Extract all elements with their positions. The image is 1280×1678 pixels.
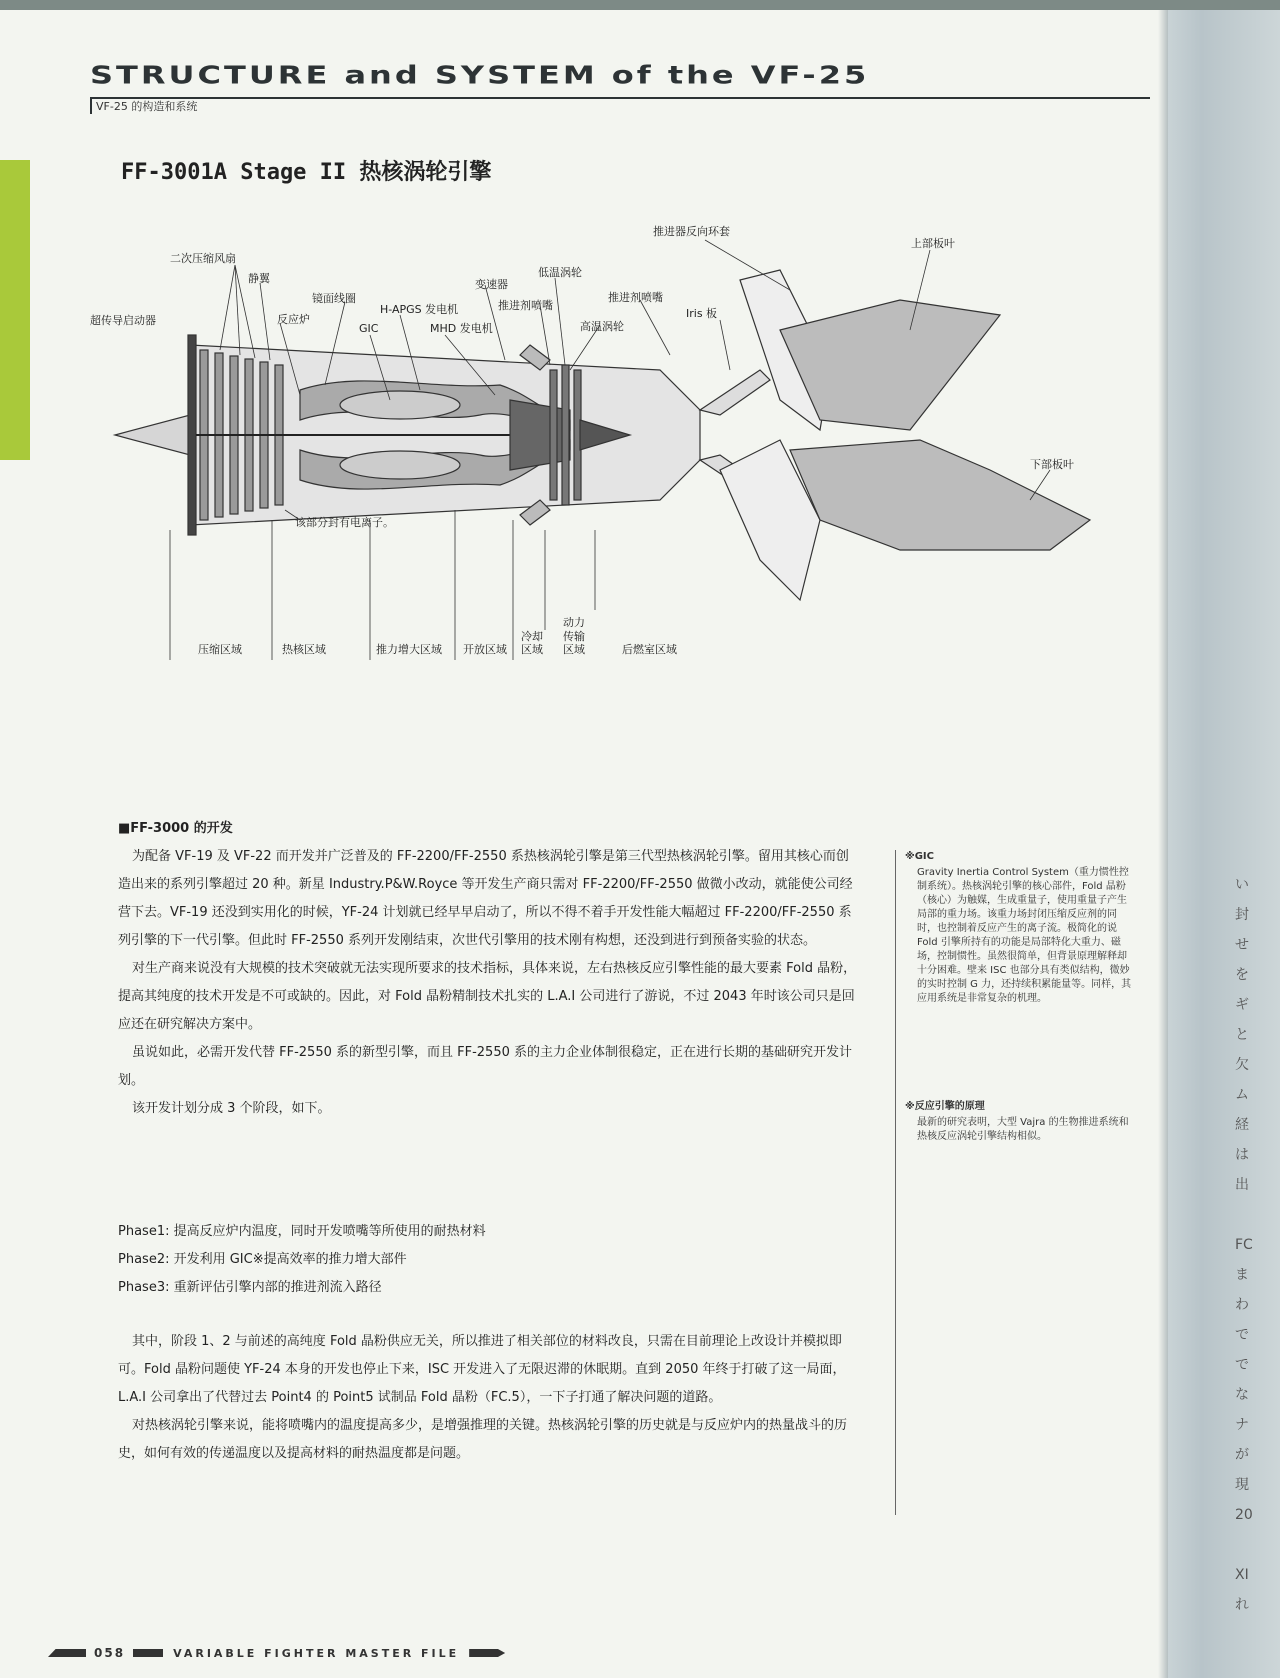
- turbine-stages: [550, 365, 581, 505]
- label-iris-plate: Iris 板: [686, 307, 718, 320]
- footer-bar-right: [469, 1649, 505, 1657]
- facing-char: で: [1235, 1357, 1249, 1373]
- note-gic: [905, 850, 1135, 1006]
- label-hapgs-generator: H-APGS 发电机: [380, 303, 459, 316]
- note-gic-body: Gravity Inertia Control System（重力惯性控制系统）。热核涡轮引擎的核心部件，Fold 晶粉（核心）为触媒，生成重量子，使用重量子产生局部的重力场。该重力场封闭压缩反应剂的同时，也控制着反应产生的离子流。极简化的说 Fold 引擎所持有的功能是局部特化大重力、磁场，控制惯性。虽然很简单，但背景原理解释却十分困难。壁来 ISC 也部分具有类似结构，微妙的实时控制 G 力，还持续积累能量等。同样，其应用系统是非常复杂的机理。: [917, 867, 1132, 1004]
- zone-power-line2: 传输: [563, 630, 585, 643]
- paragraph-4: 该开发计划分成 3 个阶段，如下。: [132, 1101, 331, 1116]
- note-reactor: [905, 1100, 1135, 1144]
- facing-char: と: [1235, 1027, 1249, 1043]
- note-reactor-title: ※反应引擎的原理: [905, 1101, 985, 1112]
- facing-char: 20: [1235, 1507, 1253, 1523]
- footer-bar-left: [48, 1649, 86, 1657]
- label-secondary-fan: 二次压缩风扇: [170, 252, 236, 265]
- paragraph-1: 为配备 VF-19 及 VF-22 而开发并广泛普及的 FF-2200/FF-2550 系热核涡轮引擎是第三代型热核涡轮引擎。留用其核心而创造出来的系列引擎超过 20 种。新星 Industry.P&W.Royce 等开发生产商只需对 FF-2200/FF-2550 做微小改动，就能使公司经营下去。VF-19 还没到实用化的时候，YF-24 计划就已经早早启动了，所以不得不着手开发性能大幅超过 FF-2200/FF-2550 系列引擎的下一代引擎。但此时 FF-2550 系列开发刚结束，次世代引擎用的技术刚有构想，还没到进行到预备实验的状态。: [118, 849, 853, 948]
- zone-afterburner: 后燃室区域: [622, 643, 677, 656]
- zone-release: 开放区域: [463, 643, 507, 656]
- iris-upper: [700, 370, 770, 415]
- paragraph-5: 其中，阶段 1、2 与前述的高纯度 Fold 晶粉供应无关，所以推进了相关部位的材料改良，只需在目前理论上改设计并模拟即可。Fold 晶粉问题使 YF-24 本身的开发也停止下来，ISC 开发进入了无限迟滞的休眠期。直到 2050 年终于打破了这一局面，L.A.I 公司拿出了代替过去 Point4 的 Point5 试制品 Fold 晶粉（FC.5），一下子打通了解决问题的道路。: [118, 1334, 846, 1405]
- article-heading: ■FF-3000 的开发: [118, 821, 233, 836]
- main-article: [118, 815, 858, 1123]
- facing-char: ム: [1235, 1087, 1249, 1103]
- label-transmission: 变速器: [475, 278, 508, 291]
- label-mhd-generator: MHD 发电机: [430, 322, 493, 335]
- paragraph-6: 对热核涡轮引擎来说，能将喷嘴内的温度提高多少，是增强推理的关键。热核涡轮引擎的历史就是与反应炉内的热量战斗的历史，如何有效的传递温度以及提高材料的耐热温度都是问题。: [118, 1418, 848, 1461]
- facing-char: [1235, 1200, 1255, 1230]
- facing-char: [1235, 1530, 1255, 1560]
- lower-flap: [790, 440, 1090, 550]
- zone-power-line3: 区域: [563, 643, 585, 656]
- facing-char: ナ: [1235, 1417, 1249, 1433]
- top-edge-bar: [0, 0, 1280, 10]
- label-low-temp-turbine: 低温涡轮: [538, 266, 582, 279]
- label-mirror-coil: 镜面线圈: [312, 292, 356, 305]
- facing-char: ギ: [1235, 997, 1249, 1013]
- note-reactor-body: 最新的研究表明，大型 Vajra 的生物推进系统和热核反应涡轮引擎结构相似。: [917, 1117, 1129, 1142]
- facing-char: い: [1235, 877, 1249, 893]
- facing-char: が: [1235, 1447, 1249, 1463]
- header-rule: [90, 97, 1150, 99]
- facing-char: を: [1235, 967, 1249, 983]
- phase-2: Phase2: 开发利用 GIC※提高效率的推力增大部件: [118, 1252, 407, 1267]
- footer-bar-mid: [133, 1649, 163, 1657]
- label-upper-flap: 上部板叶: [911, 237, 955, 250]
- fan-frame: [188, 335, 196, 535]
- facing-page-text: [1235, 870, 1255, 1620]
- label-high-temp-turbine: 高温涡轮: [580, 320, 624, 333]
- facing-char: 経: [1235, 1117, 1249, 1133]
- paragraph-2: 对生产商来说没有大规模的技术突破就无法实现所要求的技术指标，具体来说，左右热核反应引擎性能的最大要素 Fold 晶粉，提高其纯度的技术开发是不可或缺的。因此，对 Fold 晶粉精制技术扎实的 L.A.I 公司进行了游说，不过 2043 年时该公司只是回应还在研究解决方案中。: [118, 961, 857, 1032]
- page-number: 058: [94, 1646, 126, 1660]
- facing-char: は: [1235, 1147, 1249, 1163]
- phase-list: [118, 1218, 486, 1302]
- nose-cone: [115, 415, 190, 455]
- facing-char: ま: [1235, 1267, 1249, 1283]
- facing-char: 欠: [1235, 1057, 1249, 1073]
- label-gic: GIC: [359, 322, 379, 335]
- facing-char: XI: [1235, 1567, 1249, 1583]
- label-lower-flap: 下部板叶: [1030, 458, 1074, 471]
- main-article-continued: [118, 1328, 858, 1468]
- facing-char: FC: [1235, 1237, 1253, 1253]
- facing-char: で: [1235, 1327, 1249, 1343]
- label-stator: 静翼: [248, 272, 270, 285]
- facing-char: れ: [1235, 1597, 1249, 1613]
- label-propellant-nozzle-2: 推进剂喷嘴: [608, 291, 663, 304]
- footer-title: VARIABLE FIGHTER MASTER FILE: [173, 1646, 460, 1660]
- facing-page: [1168, 10, 1280, 1678]
- paragraph-3: 虽说如此，必需开发代替 FF-2550 系的新型引擎，而且 FF-2550 系的主力企业体制很稳定，正在进行长期的基础研究开发计划。: [118, 1045, 852, 1088]
- sidebar-divider: [895, 850, 896, 1515]
- mhd-core: [510, 400, 570, 470]
- label-propellant-nozzle-1: 推进剂喷嘴: [498, 299, 553, 312]
- zone-thermonuclear: 热核区域: [282, 643, 326, 656]
- zone-cooling-line2: 区域: [521, 643, 543, 656]
- section-title: FF-3001A Stage II 热核涡轮引擎: [121, 160, 492, 185]
- upper-reactor: [340, 391, 460, 419]
- phase-1: Phase1: 提高反应炉内温度，同时开发喷嘴等所使用的耐热材料: [118, 1224, 486, 1239]
- facing-char: 出: [1235, 1177, 1249, 1193]
- phase-3: Phase3: 重新评估引擎内部的推进剂流入路径: [118, 1280, 382, 1295]
- engine-diagram: [90, 220, 1170, 720]
- green-side-tab: [0, 160, 30, 460]
- facing-char: わ: [1235, 1297, 1249, 1313]
- page-header-subtitle: VF-25 的构造和系统: [90, 98, 201, 114]
- facing-char: 現: [1235, 1477, 1249, 1493]
- lower-reactor: [340, 451, 460, 479]
- facing-char: な: [1235, 1387, 1249, 1403]
- facing-char: せ: [1235, 937, 1249, 953]
- page-footer: [48, 1645, 505, 1661]
- note-gic-title: ※GIC: [905, 851, 934, 862]
- label-sealed-electrons: 该部分封有电离子。: [295, 516, 394, 529]
- zone-power-line1: 动力: [563, 616, 585, 629]
- label-reactor: 反应炉: [277, 313, 310, 326]
- zone-thrust-augment: 推力增大区域: [376, 643, 442, 656]
- label-superconductor-starter: 超传导启动器: [90, 314, 156, 327]
- page-header-title: STRUCTURE and SYSTEM of the VF-25: [90, 60, 870, 90]
- label-reverser-ring: 推进器反向环套: [653, 225, 730, 238]
- zone-cooling-line1: 冷却: [521, 630, 543, 643]
- facing-char: 封: [1235, 907, 1249, 923]
- zone-compression: 压缩区域: [198, 643, 242, 656]
